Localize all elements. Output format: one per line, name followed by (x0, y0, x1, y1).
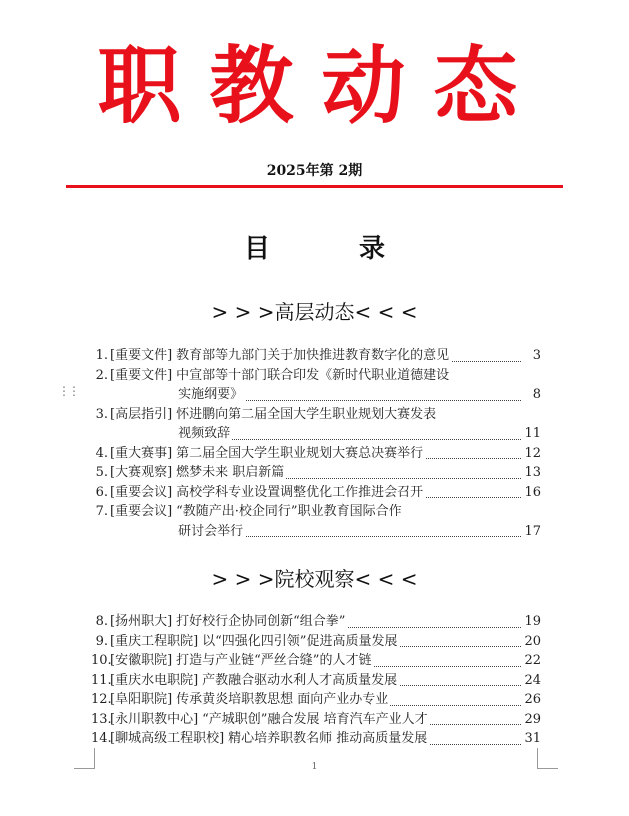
toc-entry-tag: [阜阳职院] (110, 692, 173, 707)
toc-entry-title (176, 651, 521, 671)
toc-entry-page: 29 (521, 710, 541, 730)
toc-entry-number: 12. (91, 692, 112, 707)
toc-entry-title (228, 729, 521, 749)
toc-entry-number: 9. (95, 633, 108, 649)
toc-entry-page: 31 (521, 729, 541, 749)
toc-entry-number: 8. (95, 614, 108, 629)
toc-entry-number: 10. (91, 653, 112, 668)
toc-entry-tag: [永川职教中心] (110, 711, 199, 727)
toc-entry[interactable] (91, 710, 541, 730)
toc-entry-title-text: 中宣部等十部门联合印发《新时代职业道德建设 (176, 367, 450, 383)
toc-entry-title (202, 671, 521, 691)
toc-entry-tag: [大赛观察] (110, 465, 173, 480)
toc-entry-number: 7. (95, 504, 108, 519)
toc-entry[interactable] (91, 729, 541, 749)
footer-page-number: 1 (311, 762, 318, 772)
toc-entry-title-text: 传承黄炎培职教思想 面向产业办专业 (176, 692, 389, 707)
toc-entry-tag: [重庆水电职院] (110, 672, 199, 688)
toc-entry[interactable] (91, 632, 541, 652)
toc-entry[interactable] (91, 385, 541, 405)
toc-list-1 (91, 346, 541, 541)
toc-entry-title-text: 打造与产业链“严丝合缝”的人才链 (176, 653, 372, 668)
toc-entry-title (178, 424, 521, 444)
toc-entry-tag: [聊城高级工程职校] (110, 731, 225, 746)
toc-entry-title (176, 405, 541, 425)
toc-entry-title (176, 483, 521, 503)
toc-entry-title-text: 高校学科专业设置调整优化工作推进会召开 (176, 484, 424, 500)
toc-entry-tag: [重要文件] (110, 367, 173, 383)
toc-entry[interactable] (91, 522, 541, 542)
toc-entry[interactable] (91, 346, 541, 366)
toc-entry-number: 13. (91, 711, 112, 727)
issue-number: 2025年第 2期 (266, 163, 363, 179)
toc-entry-title-text: 怀进鹏向第二届全国大学生职业规划大赛发表 (176, 406, 437, 422)
toc-entry-page: 19 (521, 612, 541, 632)
toc-entry-title (178, 522, 521, 542)
toc-entry-title (176, 612, 521, 632)
toc-entry[interactable] (91, 463, 541, 483)
toc-entry-title (176, 463, 521, 483)
toc-entry-tag: [高层指引] (110, 406, 173, 422)
toc-entry-title (176, 502, 541, 522)
toc-entry-page: 24 (521, 671, 541, 691)
toc-entry-page: 20 (521, 632, 541, 652)
toc-entry-title-text: “产城职创”融合发展 培育汽车产业人才 (202, 711, 428, 727)
toc-entry-number: 3. (95, 406, 108, 422)
toc-entry-tag: [重要会议] (110, 504, 173, 519)
toc-entry-page: 3 (521, 346, 541, 366)
toc-entry[interactable] (91, 424, 541, 444)
masthead-title: 职教动态 (97, 36, 546, 135)
toc-entry-tag: [重大赛事] (110, 445, 173, 461)
toc-entry[interactable] (91, 405, 541, 425)
toc-entry-number: 1. (95, 348, 108, 363)
toc-entry-title (202, 632, 521, 652)
toc-entry[interactable] (91, 483, 541, 503)
toc-entry-title-text: “教随产出·校企同行”职业教育国际合作 (176, 504, 402, 519)
toc-entry-page: 12 (521, 444, 541, 464)
toc-entry-title-text: 以“四强化四引领”促进高质量发展 (202, 633, 398, 649)
toc-entry-title-text: 教育部等九部门关于加快推进教育数字化的意见 (176, 348, 450, 363)
toc-entry-page: 11 (521, 424, 541, 444)
toc-entry[interactable] (91, 690, 541, 710)
toc-entry-page: 8 (521, 385, 541, 405)
toc-entry-title (178, 385, 521, 405)
toc-entry-page: 13 (521, 463, 541, 483)
toc-entry-number: 2. (95, 367, 108, 383)
toc-entry-title-text: 视频致辞 (178, 426, 231, 441)
section-heading-1: > > >高层动态< < < (211, 300, 418, 324)
toc-entry-tag: [重要会议] (110, 484, 173, 500)
toc-entry-number: 6. (95, 484, 108, 500)
drag-handle-icon[interactable]: ⋮⋮ (58, 384, 78, 398)
section-heading-2: > > >院校观察< < < (211, 567, 418, 591)
toc-entry[interactable] (91, 671, 541, 691)
toc-entry[interactable] (91, 444, 541, 464)
toc-entry-number: 5. (95, 465, 108, 480)
toc-entry-title-text: 第二届全国大学生职业规划大赛总决赛举行 (176, 445, 424, 461)
toc-entry-title-text: 产教融合驱动水利人才高质量发展 (202, 672, 398, 688)
toc-entry-title-text: 燃梦未来 职启新篇 (176, 465, 285, 480)
toc-entry-page: 26 (521, 690, 541, 710)
toc-entry-title (176, 690, 521, 710)
header-divider (66, 185, 563, 188)
toc-entry[interactable] (91, 612, 541, 632)
toc-entry-title-text: 打好校行企协同创新“组合拳” (176, 614, 346, 629)
toc-entry-tag: [安徽职院] (110, 653, 173, 668)
toc-entry-number: 4. (95, 445, 108, 461)
toc-entry-title (202, 710, 521, 730)
toc-entry-page: 17 (521, 522, 541, 542)
toc-entry[interactable] (91, 366, 541, 386)
toc-entry-number: 14. (91, 731, 112, 746)
toc-entry[interactable] (91, 651, 541, 671)
toc-entry-page: 22 (521, 651, 541, 671)
toc-entry-title-text: 精心培养职教名师 推动高质量发展 (228, 731, 428, 746)
toc-entry-title-text: 实施纲要》 (178, 387, 244, 402)
toc-entry-title (176, 366, 541, 386)
toc-entry[interactable] (91, 502, 541, 522)
toc-entry-page: 16 (521, 483, 541, 503)
toc-entry-title-text: 研讨会举行 (178, 523, 244, 539)
toc-entry-title (176, 346, 521, 366)
toc-entry-tag: [重庆工程职院] (110, 633, 199, 649)
toc-list-2 (91, 612, 541, 749)
toc-entry-tag: [扬州职大] (110, 614, 173, 629)
toc-entry-title (176, 444, 521, 464)
toc-title: 目 录 (243, 234, 426, 264)
toc-entry-tag: [重要文件] (110, 348, 173, 363)
toc-entry-number: 11. (91, 672, 112, 688)
